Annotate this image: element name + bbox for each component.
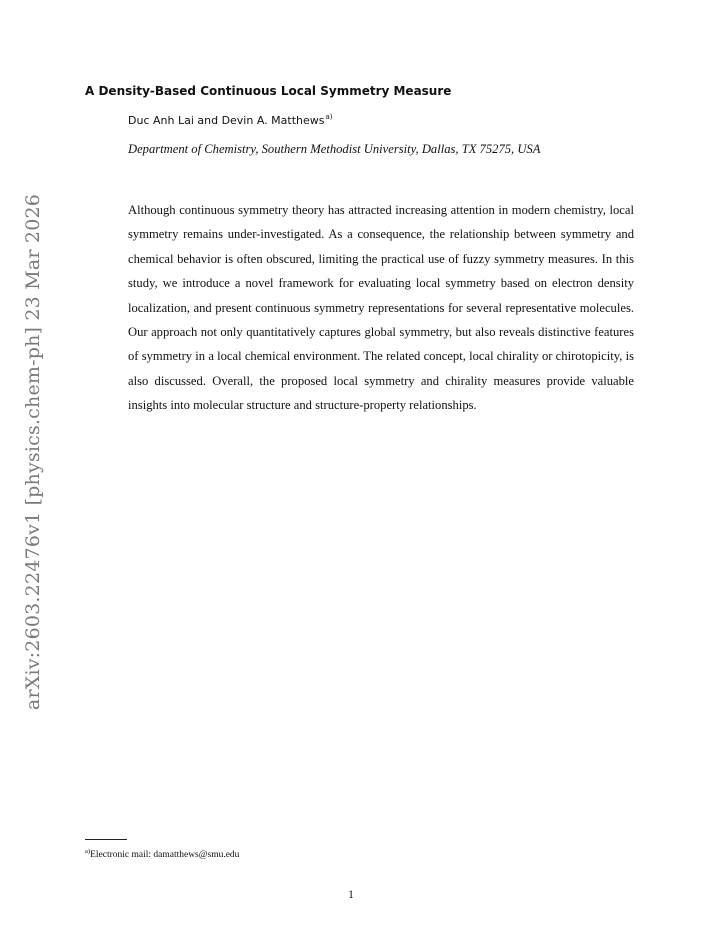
footnote-divider bbox=[85, 839, 127, 840]
author-names: Duc Anh Lai and Devin A. Matthews bbox=[128, 114, 325, 127]
footnote-email[interactable]: Electronic mail: damatthews@smu.edu bbox=[90, 850, 240, 860]
page-number: 1 bbox=[348, 889, 354, 901]
arxiv-identifier-stamp[interactable]: arXiv:2603.22476v1 [physics.chem-ph] 23 Mar 2026 bbox=[22, 193, 44, 711]
paper-title: A Density-Based Continuous Local Symmetry Measure bbox=[85, 84, 452, 98]
abstract-text: Although continuous symmetry theory has attracted increasing attention in modern chemistry, local symmetry remains under-investigated. As a consequence, the relationship between symmetry and chemical behavior is often obscured, limiting the practical use of fuzzy symmetry measures. In this study, we introduce a novel framework for evaluating local symmetry based on electron density localization, and present continuous symmetry representations for several representative molecules. Our approach not only quantitatively captures global symmetry, but also reveals distinctive features of symmetry in a local chemical environment. The related concept, local chirality or chirotopicity, is also discussed. Overall, the proposed local symmetry and chirality measures provide valuable insights into molecular structure and structure-property relationships. bbox=[128, 203, 634, 413]
author-footnote-marker: a) bbox=[325, 113, 333, 121]
author-line bbox=[128, 113, 333, 127]
footnote bbox=[85, 848, 239, 860]
footnote-marker: a) bbox=[85, 848, 91, 855]
author-affiliation: Department of Chemistry, Southern Methodist University, Dallas, TX 75275, USA bbox=[128, 142, 541, 156]
